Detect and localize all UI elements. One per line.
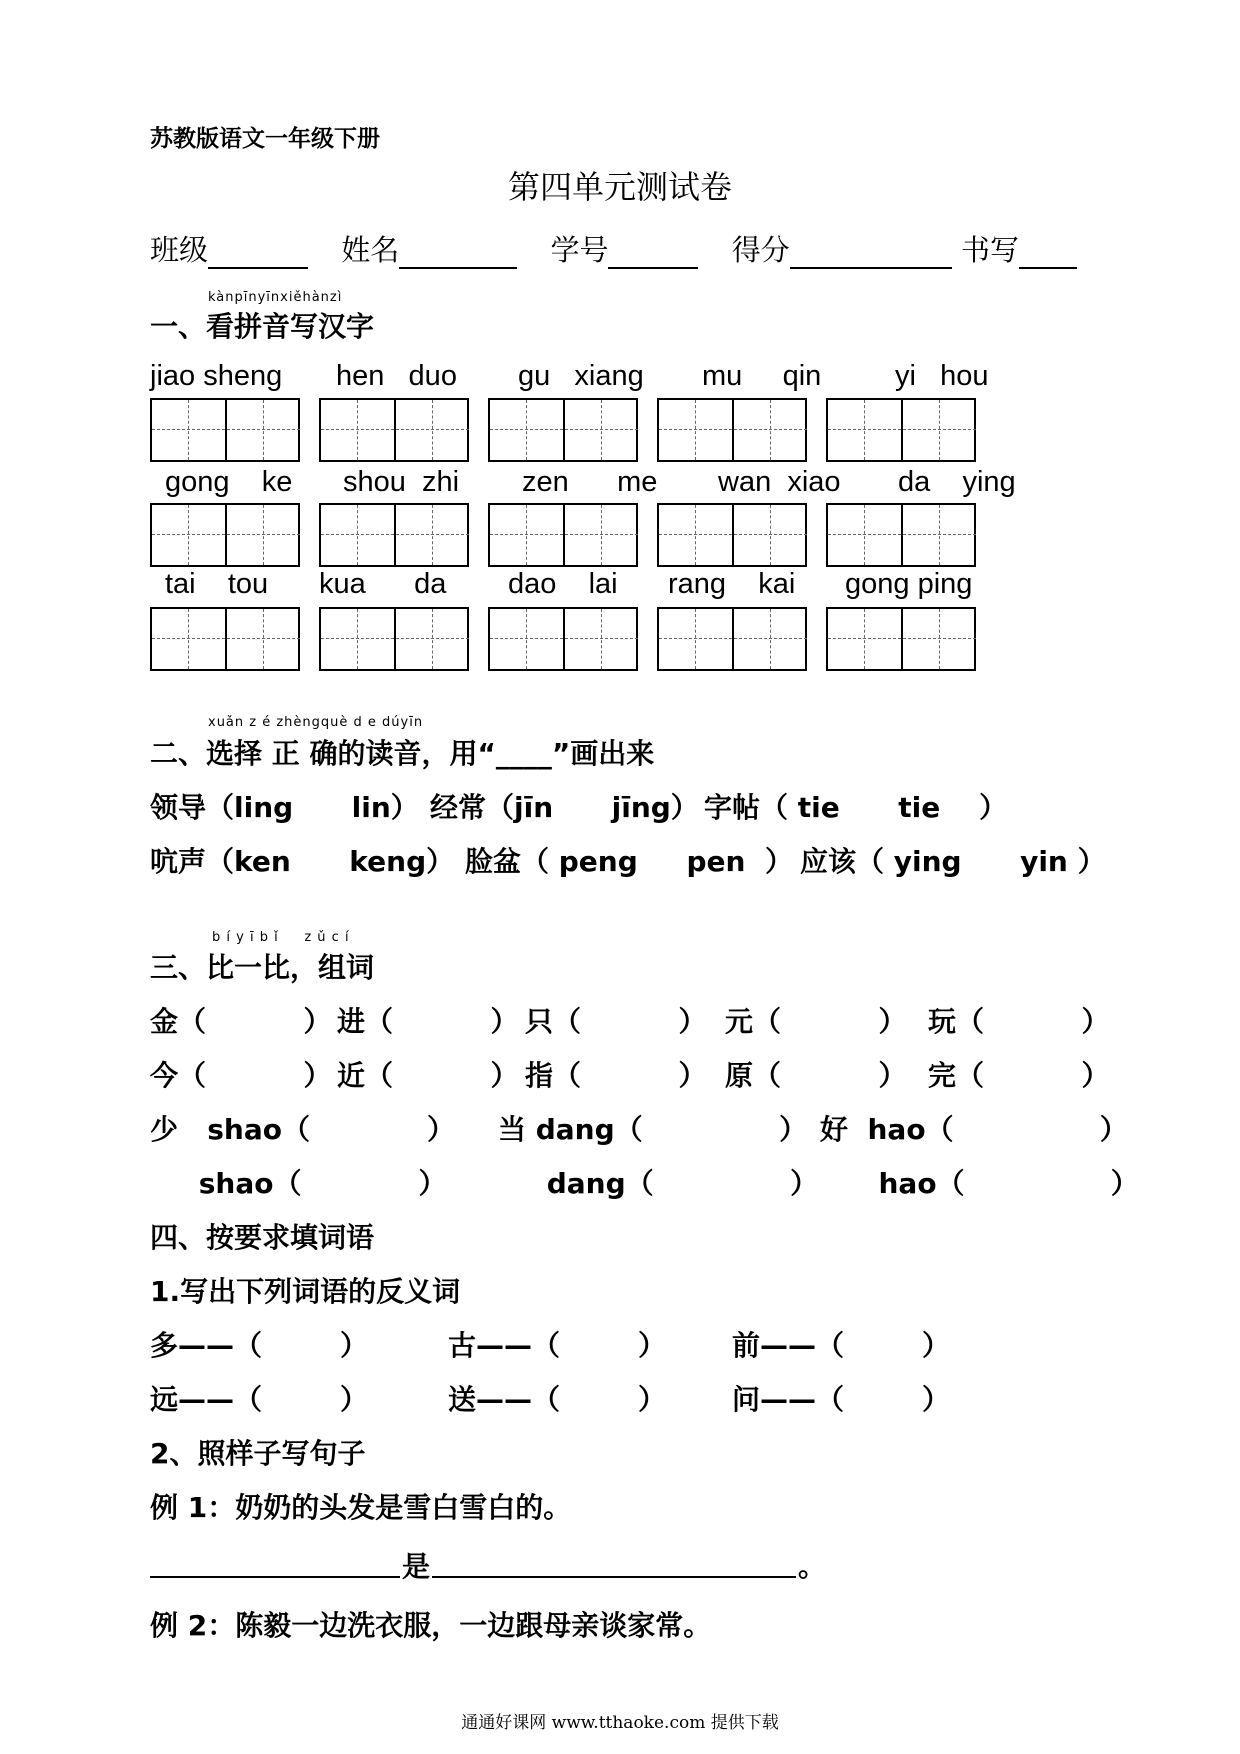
section2-title: 二、选择 正 确的读音，用“____”画出来 bbox=[150, 737, 655, 770]
grid-guide-vertical bbox=[357, 609, 358, 669]
fill-blank-1[interactable] bbox=[150, 1576, 400, 1578]
grid-guide-vertical bbox=[770, 400, 771, 460]
writing-grid[interactable] bbox=[488, 607, 638, 671]
grid-cell[interactable] bbox=[490, 609, 565, 669]
grid-cell[interactable] bbox=[903, 609, 976, 669]
grid-cell[interactable] bbox=[659, 505, 734, 565]
writing-grid[interactable] bbox=[319, 398, 469, 462]
grid-guide-vertical bbox=[263, 400, 264, 460]
grid-cell[interactable] bbox=[396, 505, 469, 565]
writing-grid[interactable] bbox=[826, 607, 976, 671]
grid-cell[interactable] bbox=[490, 400, 565, 460]
grid-guide-vertical bbox=[939, 400, 940, 460]
grid-guide-vertical bbox=[263, 505, 264, 565]
field-writing-blank[interactable] bbox=[1019, 237, 1077, 269]
grid-cell[interactable] bbox=[828, 609, 903, 669]
writing-grid[interactable] bbox=[826, 398, 976, 462]
field-number-label: 学号 bbox=[550, 233, 609, 267]
section4-title: 四、按要求填词语 bbox=[150, 1221, 375, 1254]
page-title: 第四单元测试卷 bbox=[507, 168, 732, 206]
field-writing-label: 书写 bbox=[960, 233, 1019, 267]
grid-cell[interactable] bbox=[903, 400, 976, 460]
fill-blank-2[interactable] bbox=[432, 1576, 796, 1578]
footer-credit: 通通好课网 www.tthaoke.com 提供下载 bbox=[461, 1713, 779, 1733]
grid-cell[interactable] bbox=[152, 609, 227, 669]
grid-guide-vertical bbox=[601, 400, 602, 460]
writing-grid[interactable] bbox=[657, 503, 807, 567]
grid-guide-vertical bbox=[357, 505, 358, 565]
grid-cell[interactable] bbox=[321, 400, 396, 460]
grid-cell[interactable] bbox=[659, 400, 734, 460]
grid-guide-vertical bbox=[939, 609, 940, 669]
grid-cell[interactable] bbox=[903, 505, 976, 565]
grid-cell[interactable] bbox=[565, 505, 638, 565]
grid-guide-vertical bbox=[939, 505, 940, 565]
section2-ruby: xuǎn z é zhèngquè d e dúyīn bbox=[208, 715, 424, 730]
grid-guide-vertical bbox=[864, 400, 865, 460]
grid-guide-vertical bbox=[263, 609, 264, 669]
grid-guide-vertical bbox=[188, 400, 189, 460]
grid-guide-vertical bbox=[526, 609, 527, 669]
grid-cell[interactable] bbox=[152, 505, 227, 565]
student-info-row bbox=[150, 228, 1077, 269]
section1-title: 一、看拼音写汉字 bbox=[150, 310, 375, 343]
grid-guide-vertical bbox=[601, 505, 602, 565]
grid-guide-vertical bbox=[432, 400, 433, 460]
grid-cell[interactable] bbox=[227, 505, 300, 565]
section3-title: 三、比一比，组词 bbox=[150, 951, 375, 984]
section4-sub2: 2、照样子写句子 bbox=[150, 1437, 366, 1470]
grid-cell[interactable] bbox=[227, 609, 300, 669]
grid-guide-vertical bbox=[864, 609, 865, 669]
grid-cell[interactable] bbox=[734, 609, 807, 669]
writing-grid[interactable] bbox=[150, 398, 300, 462]
writing-grid[interactable] bbox=[319, 503, 469, 567]
grid-guide-vertical bbox=[526, 400, 527, 460]
grid-guide-vertical bbox=[695, 400, 696, 460]
section3-ruby: b í y ī b ǐ z ǔ c í bbox=[212, 930, 350, 945]
writing-grid[interactable] bbox=[826, 503, 976, 567]
writing-grid[interactable] bbox=[150, 503, 300, 567]
grid-guide-vertical bbox=[695, 609, 696, 669]
field-name-label: 姓名 bbox=[341, 233, 400, 267]
field-number-blank[interactable] bbox=[608, 237, 698, 269]
grid-guide-vertical bbox=[432, 609, 433, 669]
field-score-blank[interactable] bbox=[790, 237, 952, 269]
grid-cell[interactable] bbox=[490, 505, 565, 565]
grid-cell[interactable] bbox=[321, 505, 396, 565]
grid-guide-vertical bbox=[526, 505, 527, 565]
writing-grid[interactable] bbox=[319, 607, 469, 671]
grid-guide-vertical bbox=[357, 400, 358, 460]
fill-middle-word: 是 bbox=[402, 1550, 431, 1583]
publisher-label: 苏教版语文一年级下册 bbox=[150, 126, 380, 152]
grid-cell[interactable] bbox=[828, 505, 903, 565]
field-name-blank[interactable] bbox=[399, 237, 517, 269]
grid-cell[interactable] bbox=[565, 609, 638, 669]
grid-guide-vertical bbox=[864, 505, 865, 565]
grid-cell[interactable] bbox=[659, 609, 734, 669]
grid-cell[interactable] bbox=[565, 400, 638, 460]
grid-guide-vertical bbox=[770, 505, 771, 565]
field-class-blank[interactable] bbox=[208, 237, 308, 269]
grid-cell[interactable] bbox=[227, 400, 300, 460]
grid-cell[interactable] bbox=[396, 609, 469, 669]
field-score-label: 得分 bbox=[731, 233, 790, 267]
grid-cell[interactable] bbox=[734, 400, 807, 460]
writing-grid[interactable] bbox=[488, 503, 638, 567]
grid-cell[interactable] bbox=[828, 400, 903, 460]
grid-guide-vertical bbox=[188, 505, 189, 565]
writing-grid[interactable] bbox=[488, 398, 638, 462]
grid-cell[interactable] bbox=[152, 400, 227, 460]
fill-end-mark: 。 bbox=[798, 1550, 827, 1583]
grid-guide-vertical bbox=[695, 505, 696, 565]
writing-grid[interactable] bbox=[150, 607, 300, 671]
writing-grid[interactable] bbox=[657, 607, 807, 671]
section1-ruby: kànpīnyīnxiěhànzì bbox=[208, 290, 343, 305]
field-class-label: 班级 bbox=[150, 233, 209, 267]
writing-grid[interactable] bbox=[657, 398, 807, 462]
grid-guide-vertical bbox=[432, 505, 433, 565]
grid-cell[interactable] bbox=[734, 505, 807, 565]
example-1: 例 1：奶奶的头发是雪白雪白的。 bbox=[150, 1491, 572, 1524]
grid-guide-vertical bbox=[188, 609, 189, 669]
grid-cell[interactable] bbox=[321, 609, 396, 669]
example-2: 例 2：陈毅一边洗衣服，一边跟母亲谈家常。 bbox=[150, 1609, 712, 1642]
grid-cell[interactable] bbox=[396, 400, 469, 460]
section4-sub1: 1.写出下列词语的反义词 bbox=[150, 1275, 461, 1308]
grid-guide-vertical bbox=[601, 609, 602, 669]
grid-guide-vertical bbox=[770, 609, 771, 669]
